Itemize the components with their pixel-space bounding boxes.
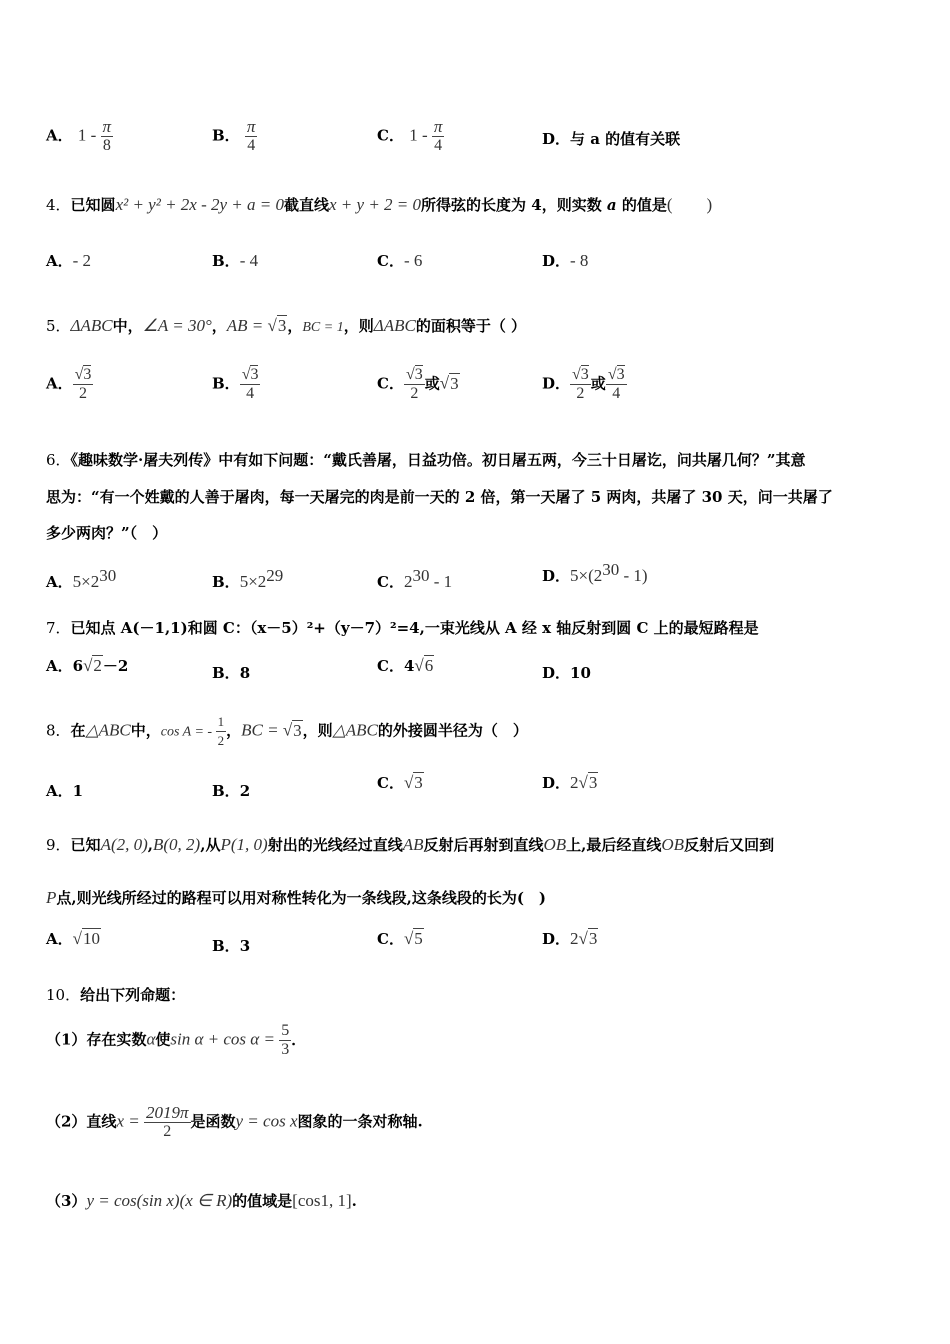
q3-option-d: D．与 a 的值有关联 [542, 130, 681, 148]
q10-proposition-3: （3）y = cos(sin x)(x ∈ R)的值域是[cos1, 1]. [46, 1191, 357, 1210]
q9-option-d: D．2√3 [542, 929, 598, 948]
question-6-line-2: 思为：“有一个姓戴的人善于屠肉，每一天屠完的肉是前一天的 2 倍，第一天屠了 5 两肉，共屠了 30 天，问一共屠了 [46, 488, 833, 506]
q3-option-a: A． 1 - $\frac{\pi}{8}$ [46, 117, 112, 154]
q9-option-b: B．3 [212, 937, 251, 955]
q5-option-b: B． $\frac{√3}{4}$ [212, 366, 259, 402]
q5-option-d: D． $\frac{√3}{2}$ 或 $\frac{√3}{4}$ [542, 366, 625, 402]
q7-option-a: A．6√2－2 [46, 656, 129, 675]
q6-option-c: C．$2^{30} - 1$ [377, 566, 453, 591]
q8-option-b: B．2 [212, 782, 251, 800]
question-4: 4．已知圆x² + y² + 2x - 2y + a = 0截直线x + y + 2 = 0所得弦的长度为 4，则实数 a 的值是( ) [46, 195, 713, 214]
question-10-title: 10．给出下列命题： [46, 986, 186, 1004]
q4-option-b: B．- 4 [212, 251, 259, 270]
q4-option-c: C．- 6 [377, 251, 423, 270]
q3-option-c: C． 1 - $\frac{\pi}{4}$ [377, 117, 443, 154]
q9-option-a: A．√10 [46, 929, 100, 948]
question-9-line-1: 9．已知A(2, 0),B(0, 2),从P(1, 0)射出的光线经过直线AB反射后再射到直线OB上,最后经直线OB反射后又回到 [46, 835, 775, 854]
q6-option-b: B．$5\times 2^{29}$ [212, 566, 284, 591]
q8-option-c: C．√3 [377, 773, 423, 792]
q8-option-d: D．2√3 [542, 773, 598, 792]
question-5: 5．ΔABC中，∠A = 30°，AB = √3，BC = 1，则ΔABC的面积等于（ ） [46, 316, 527, 335]
q10-proposition-2: （2）直线x = $\frac{2019\pi}{2}$ 是函数y = cos x图象的一条对称轴. [46, 1103, 423, 1140]
q5-option-a: A． $\frac{√3}{2}$ [46, 366, 92, 402]
question-7: 7．已知点 A(－1,1)和圆 C：（x－5）²+（y－7）²=4,一束光线从 A 经 x 轴反射到圆 C 上的最短路程是 [46, 619, 759, 637]
q10-proposition-1: （1）存在实数α使sin α + cos α = $\frac{5}{3}$ ． [46, 1022, 307, 1058]
question-6-line-3: 多少两肉？”（ ） [46, 524, 168, 542]
q6-option-d: D．$5\times(2^{30} - 1)$ [542, 560, 648, 585]
question-9-line-2: P点,则光线所经过的路程可以用对称性转化为一条线段,这条线段的长为( ) [46, 888, 547, 907]
q7-option-c: C．4√6 [377, 656, 434, 675]
q7-option-d: D．10 [542, 664, 591, 682]
q4-option-d: D．- 8 [542, 251, 589, 270]
q7-option-b: B．8 [212, 664, 251, 682]
q4-option-a: A．- 2 [46, 251, 92, 270]
q5-option-c: C． $\frac{√3}{2}$ 或√3 [377, 366, 459, 402]
q8-option-a: A．1 [46, 782, 84, 800]
q6-option-a: A．$5\times 2^{30}$ [46, 566, 117, 591]
question-8: 8．在△ABC中，cos A = - $\frac{1}{2}$ ，BC = √3，则△ABC的外接圆半径为（ ） [46, 714, 528, 748]
q9-option-c: C．√5 [377, 929, 423, 948]
question-6-line-1: 6．《趣味数学·屠夫列传》中有如下问题：“戴氏善屠，日益功倍。初日屠五两，今三十日屠讫，问共屠几何？”其意 [46, 451, 806, 469]
q3-option-b: B． $\frac{\pi}{4}$ [212, 117, 256, 154]
